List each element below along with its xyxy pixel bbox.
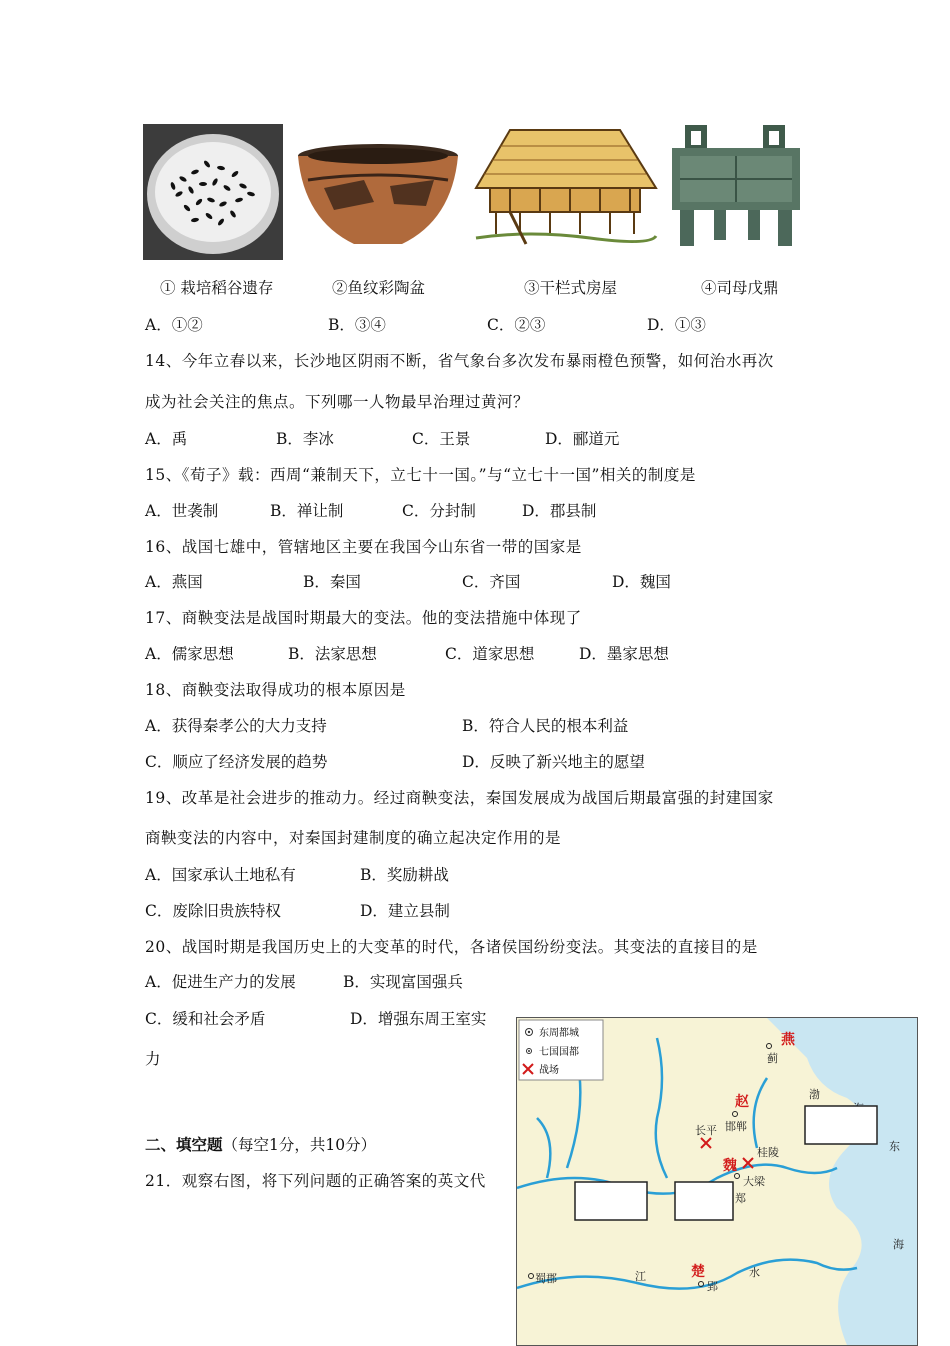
q20-option-a: A．促进生产力的发展 xyxy=(145,973,296,991)
q14-option-b: B．李冰 xyxy=(276,430,334,448)
q19-option-b: B．奖励耕战 xyxy=(360,866,449,884)
section2-heading xyxy=(145,1133,376,1155)
section2-title: 二、填空题 xyxy=(145,1135,223,1154)
caption-stilt-house: ③干栏式房屋 xyxy=(524,279,618,297)
q17-option-a: A．儒家思想 xyxy=(145,645,234,663)
simuwu-ding-image xyxy=(666,124,806,248)
place-guiling: 桂陵 xyxy=(757,1146,779,1159)
sea-label-hai-2: 海 xyxy=(893,1238,904,1251)
q17-option-b: B．法家思想 xyxy=(288,645,377,663)
q15-option-a: A．世袭制 xyxy=(145,502,219,520)
q20-option-d: D．增强东周王室实 xyxy=(350,1010,487,1028)
q18-option-b: B．符合人民的根本利益 xyxy=(462,717,629,735)
q16-option-b: B．秦国 xyxy=(303,573,361,591)
q16-stem: 16、战国七雄中，管辖地区主要在我国今山东省一带的国家是 xyxy=(145,538,582,556)
q16-option-c: C．齐国 xyxy=(462,573,521,591)
sea-label-dong: 东 xyxy=(889,1140,900,1153)
q16-option-d: D．魏国 xyxy=(612,573,671,591)
caption-pottery-basin: ②鱼纹彩陶盆 xyxy=(332,279,426,297)
q19-option-c: C．废除旧贵族特权 xyxy=(145,902,281,920)
stilt-house-image xyxy=(470,126,660,246)
q20-option-c: C．缓和社会矛盾 xyxy=(145,1010,266,1028)
q18-option-c: C．顺应了经济发展的趋势 xyxy=(145,753,328,771)
q14-option-d: D．郦道元 xyxy=(545,430,620,448)
legend-state-capital: 七国国都 xyxy=(539,1047,579,1058)
q20-stem: 20、战国时期是我国历史上的大变革的时代，各诸侯国纷纷变法。其变法的直接目的是 xyxy=(145,938,758,956)
q18-option-a: A．获得秦孝公的大力支持 xyxy=(145,717,327,735)
answer-box-2[interactable] xyxy=(575,1182,647,1220)
state-wei: 魏 xyxy=(723,1158,737,1174)
q18-stem: 18、商鞅变法取得成功的根本原因是 xyxy=(145,681,406,699)
state-yan: 燕 xyxy=(781,1032,795,1048)
q17-option-d: D．墨家思想 xyxy=(579,645,669,663)
q19-stem-line1: 19、改革是社会进步的推动力。经过商鞅变法，秦国发展成为战国后期最富强的封建国家 xyxy=(145,789,774,807)
q20-option-d-continued: 力 xyxy=(145,1050,161,1068)
place-ji: 蓟 xyxy=(767,1052,778,1065)
legend-battlefield: 战场 xyxy=(539,1065,559,1076)
q15-option-b: B．禅让制 xyxy=(270,502,344,520)
q18-option-d: D．反映了新兴地主的愿望 xyxy=(462,753,645,771)
q16-option-a: A．燕国 xyxy=(145,573,203,591)
q19-stem-line2: 商鞅变法的内容中，对秦国封建制度的确立起决定作用的是 xyxy=(145,829,562,847)
place-handan: 邯郸 xyxy=(725,1120,747,1133)
q13-option-b: B．③④ xyxy=(328,316,386,334)
q17-stem: 17、商鞅变法是战国时期最大的变法。他的变法措施中体现了 xyxy=(145,609,582,627)
place-daliang: 大梁 xyxy=(743,1175,765,1188)
q13-option-c: C．②③ xyxy=(487,316,546,334)
sea-label-bo: 渤 xyxy=(809,1088,820,1101)
section2-note: （每空1分，共10分） xyxy=(222,1136,377,1154)
place-zheng: 郑 xyxy=(735,1192,746,1205)
q14-stem-line1: 14、今年立春以来，长沙地区阴雨不断，省气象台多次发布暴雨橙色预警，如何治水再次 xyxy=(145,352,774,370)
q21-stem: 21．观察右图，将下列问题的正确答案的英文代 xyxy=(145,1172,486,1190)
state-zhao: 赵 xyxy=(735,1094,749,1110)
q15-stem: 15、《荀子》载：西周“兼制天下，立七十一国。”与“立七十一国”相关的制度是 xyxy=(145,466,696,484)
answer-box-3[interactable] xyxy=(675,1182,733,1220)
q14-option-c: C．王景 xyxy=(412,430,471,448)
q14-stem-line2: 成为社会关注的焦点。下列哪一人物最早治理过黄河？ xyxy=(145,393,530,411)
legend-eastern-zhou-capital: 东周都城 xyxy=(539,1028,579,1039)
rice-remains-image xyxy=(143,124,283,260)
q14-option-a: A．禹 xyxy=(145,430,188,448)
q19-option-d: D．建立县制 xyxy=(360,902,450,920)
q19-option-a: A．国家承认土地私有 xyxy=(145,866,296,884)
place-changping: 长平 xyxy=(695,1124,717,1137)
q17-option-c: C．道家思想 xyxy=(445,645,535,663)
caption-rice-remains: ① 栽培稻谷遗存 xyxy=(160,279,274,297)
q15-option-c: C．分封制 xyxy=(402,502,476,520)
answer-box-1[interactable] xyxy=(805,1106,877,1144)
q20-option-b: B．实现富国强兵 xyxy=(343,973,463,991)
river-label-jiang: 江 xyxy=(635,1270,646,1283)
painted-pottery-basin-image xyxy=(294,140,462,252)
place-shujun: 蜀郡 xyxy=(535,1272,557,1285)
q13-option-d: D．①③ xyxy=(647,316,706,334)
state-chu: 楚 xyxy=(691,1264,705,1280)
q15-option-d: D．郡县制 xyxy=(522,502,597,520)
warring-states-map xyxy=(516,1017,918,1346)
river-label-shui: 水 xyxy=(749,1266,760,1279)
caption-ding: ④司母戊鼎 xyxy=(701,279,779,297)
q13-option-a: A．①② xyxy=(145,316,203,334)
place-ying: 郢 xyxy=(707,1280,718,1293)
